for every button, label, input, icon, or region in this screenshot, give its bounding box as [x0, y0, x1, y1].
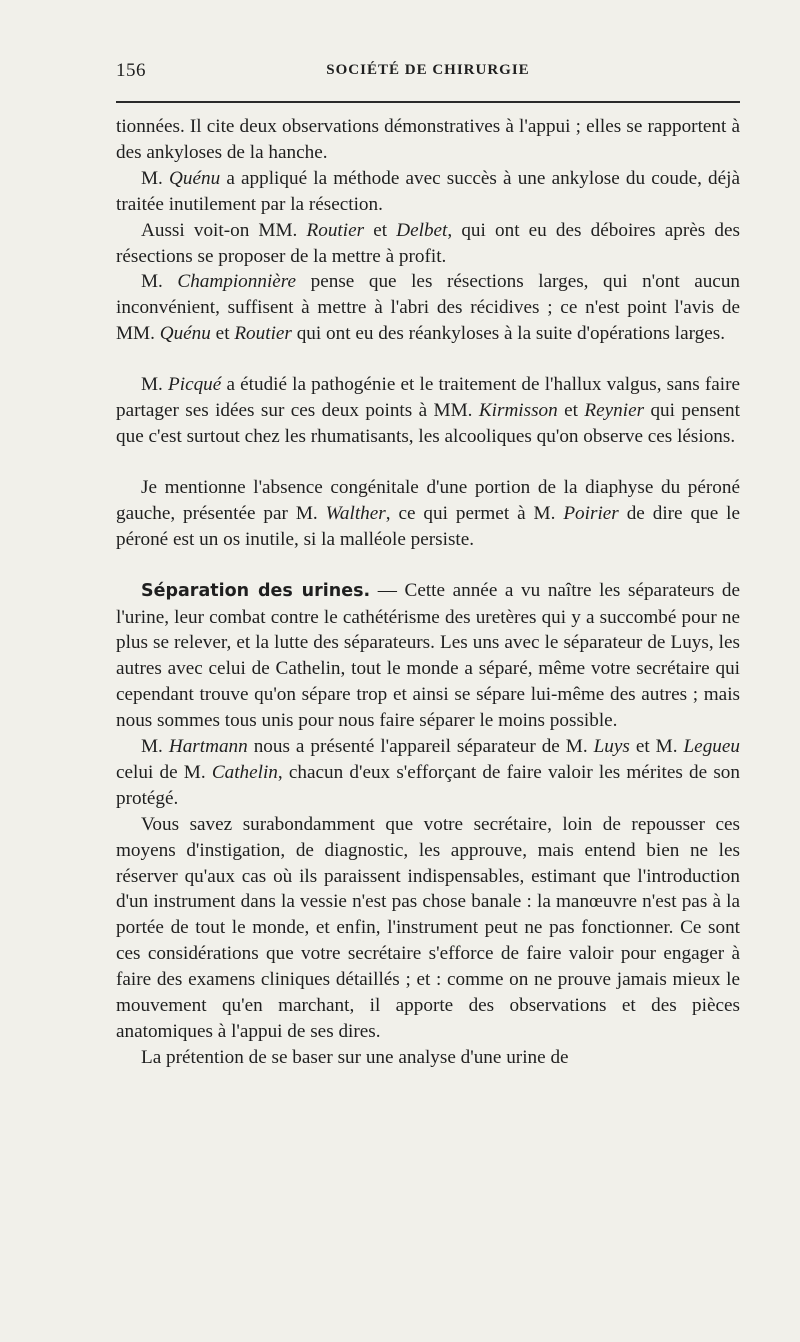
person-name: Routier	[306, 219, 365, 241]
text-run: , qui ont eu des déboires après des résections se proposer de la mettre à profit.	[116, 219, 741, 267]
text-run: M.	[141, 374, 169, 396]
text-run: celui de M.	[116, 761, 212, 783]
paragraph	[116, 372, 740, 450]
paragraph	[116, 578, 740, 734]
paragraph	[116, 114, 740, 166]
page-header	[116, 60, 740, 88]
text-run: Vous savez surabondamment que votre secrétaire, loin de repousser ces moyens d'instigation, de diagnostic, les approuve, mais entend bien ne les réserver qu'aux cas où ils paraissent indispensables, estimant que l'introduction d'un instrument dans la vessie n'est pas chose banale : la manœuvre n'est pas à la portée de tout le monde, et enfin, l'instrument peut ne pas fonctionner. Ce sont ces considérations que votre secrétaire s'efforce de faire valoir pour engager à faire des examens cliniques détaillés ; et : comme on ne prouve jamais mieux le mouvement qu'en marchant, il apporte des observations et des pièces anatomiques à l'appui de ses dires.	[116, 813, 740, 1042]
text-run: a étudié la pathogénie et le traitement de l'hallux valgus, sans faire partager ses idées sur ces deux points à MM.	[116, 374, 740, 422]
header-rule	[116, 101, 740, 103]
person-name: Championnière	[177, 271, 297, 293]
paragraph	[116, 166, 740, 218]
text-run: et	[210, 323, 235, 345]
text-run: de dire que le péroné est un os inutile, si la malléole persiste.	[116, 502, 740, 550]
text-run: M.	[141, 736, 169, 758]
paragraph	[116, 475, 740, 553]
text-run: qui pensent que c'est surtout chez les rhumatisants, les alcooliques qu'on observe ces lésions.	[116, 400, 740, 447]
text-run: qui ont eu des réankyloses à la suite d'opérations larges.	[291, 323, 726, 345]
text-run: Aussi voit-on MM.	[141, 219, 307, 241]
text-run: La prétention de se baser sur une analyse d'une urine de	[141, 1046, 569, 1068]
text-run: M.	[141, 271, 178, 293]
person-name: Poirier	[563, 502, 619, 524]
person-name: Quénu	[169, 167, 221, 189]
body-text	[116, 114, 740, 1071]
person-name: Kirmisson	[478, 400, 558, 422]
paragraph	[116, 269, 740, 347]
person-name: Delbet	[396, 219, 448, 241]
person-name: Legueu	[683, 736, 740, 758]
section-heading: Séparation des urines.	[141, 580, 371, 601]
paragraph	[116, 1045, 740, 1071]
text-run: et	[557, 400, 585, 422]
text-run: pense que les résections larges, qui n'ont aucun inconvénient, suffisent à mettre à l'abri des récidives ; ce n'est point l'avis de MM.	[116, 271, 741, 345]
person-name: Picqué	[168, 374, 222, 396]
person-name: Cathelin	[211, 761, 278, 783]
person-name: Hartmann	[168, 736, 248, 758]
text-run: nous a présenté l'appareil séparateur de M.	[247, 736, 594, 758]
text-run: — Cette année a vu naître les séparateurs de l'urine, leur combat contre le cathétérisme des uretères qui y a succombé pour ne plus se relever, et la lutte des séparateurs. Les uns avec le séparateur de Luys, les autres avec celui de Cathelin, tout le monde a séparé, même votre secrétaire qui cependant trouve qu'on sépare trop et ainsi se sépare lui-même des autres ; mais nous sommes tous unis pour nous faire séparer le moins possible.	[116, 579, 740, 732]
text-run: et	[364, 219, 397, 241]
paragraph	[116, 218, 740, 270]
text-run: , ce qui permet à M.	[385, 502, 564, 524]
person-name: Quénu	[159, 323, 211, 345]
person-name: Luys	[593, 736, 630, 758]
person-name: Walther	[325, 502, 386, 524]
paragraph	[116, 812, 740, 1045]
text-run: M.	[141, 167, 170, 189]
person-name: Reynier	[584, 400, 645, 422]
text-run: et M.	[629, 736, 684, 758]
running-title: SOCIÉTÉ DE CHIRURGIE	[326, 62, 530, 78]
text-run: Je mentionne l'absence congénitale d'une portion de la diaphyse du péroné gauche, présentée par M.	[116, 476, 740, 524]
text-run: a appliqué la méthode avec succès à une ankylose du coude, déjà traitée inutilement par la résection.	[116, 167, 741, 215]
page-number: 156	[116, 60, 146, 81]
person-name: Routier	[234, 323, 292, 345]
paragraph	[116, 734, 740, 812]
text-run: , chacun d'eux s'efforçant de faire valoir les mérites de son protégé.	[116, 761, 740, 809]
text-run: tionnées. Il cite deux observations démonstratives à l'appui ; elles se rapportent à des ankyloses de la hanche.	[116, 116, 740, 163]
